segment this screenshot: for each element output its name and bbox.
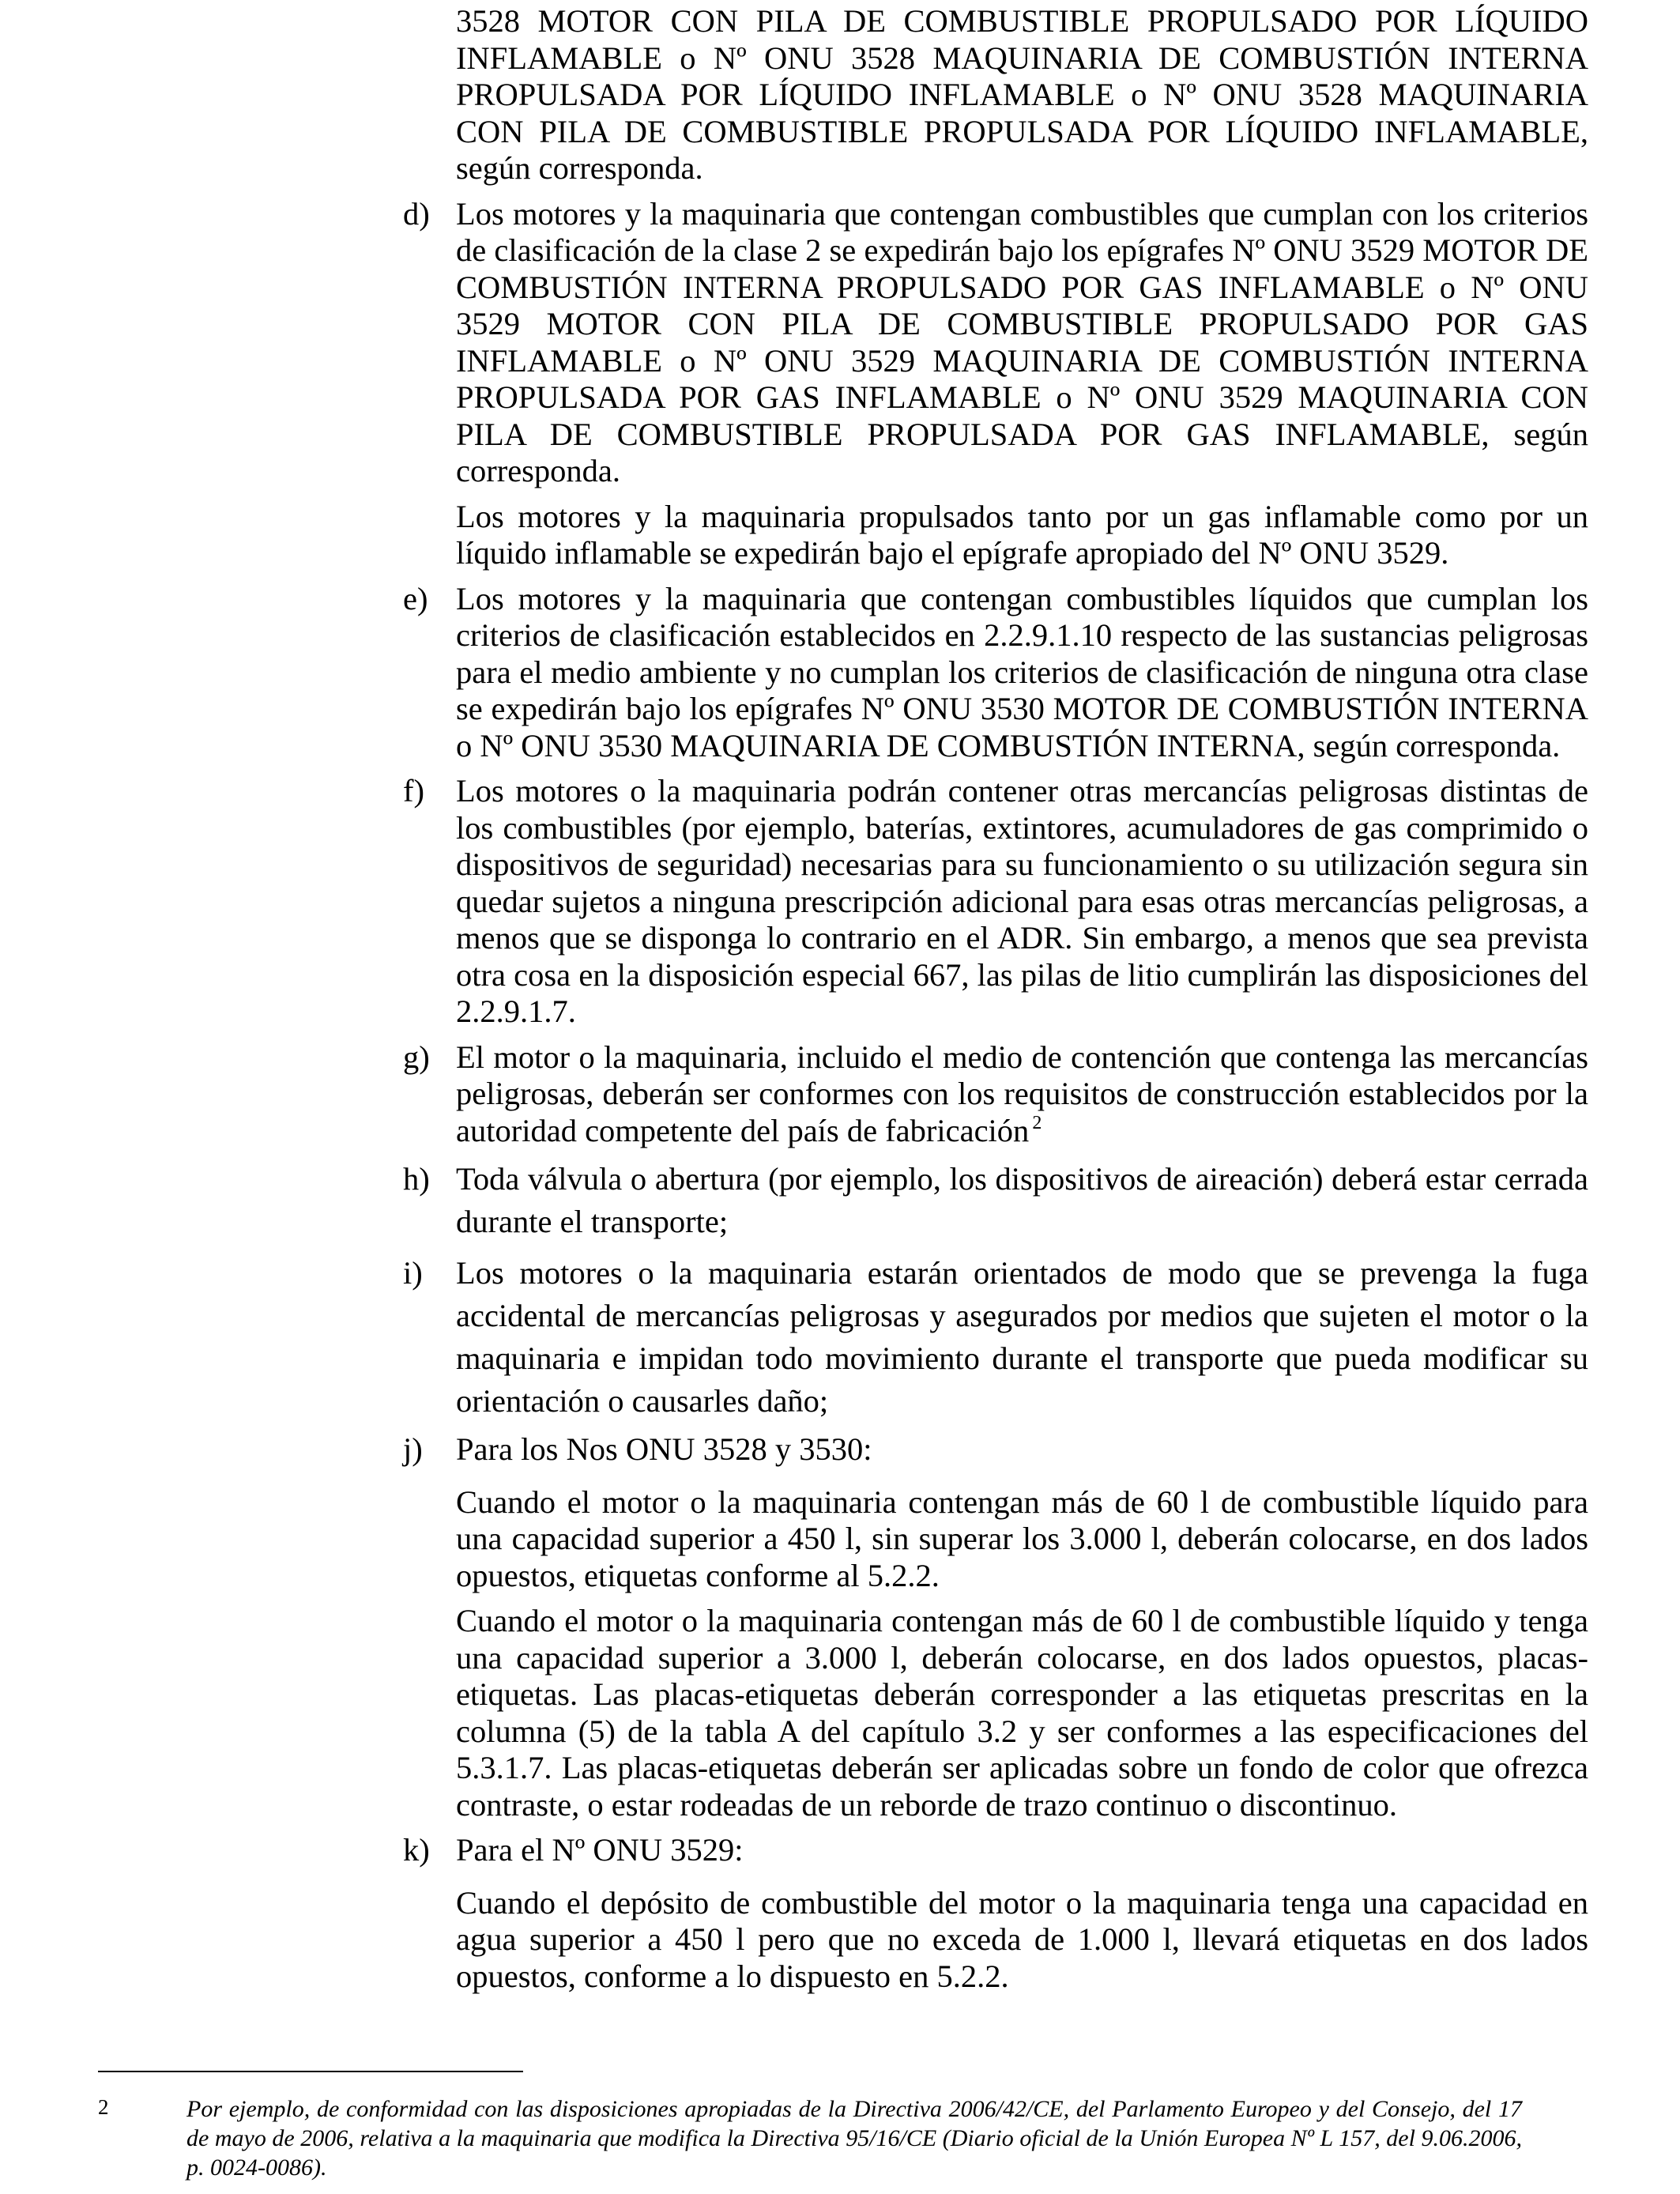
item-j-continuation-1-text: Cuando el motor o la maquinaria contengan más de 60 l de combustible líquido para una capacidad superior a 450 l, sin superar los 3.000 l, deberán colocarse, en dos lados opuestos, etiquetas conforme al 5.2.2. — [456, 1483, 1588, 1593]
item-d-continuation — [403, 499, 1588, 572]
item-f-label: f) — [403, 773, 424, 809]
item-j-continuation-1 — [403, 1484, 1588, 1595]
item-e — [403, 581, 1588, 765]
item-j — [403, 1431, 1588, 1468]
intro-continuation-text: 3528 MOTOR CON PILA DE COMBUSTIBLE PROPULSADO POR LÍQUIDO INFLAMABLE o Nº ONU 3528 MAQUINARIA DE COMBUSTIÓN INTERNA PROPULSADA POR LÍQUIDO INFLAMABLE o Nº ONU 3528 MAQUINARIA CON PILA DE COMBUSTIBLE PROPULSADA POR LÍQUIDO INFLAMABLE, según corresponda. — [456, 3, 1588, 186]
item-i-label: i) — [403, 1255, 423, 1291]
item-h-label: h) — [403, 1161, 430, 1197]
item-i — [403, 1252, 1588, 1423]
item-h — [403, 1158, 1588, 1243]
item-d-text: Los motores y la maquinaria que contengan combustibles que cumplan con los criterios de clasificación de la clase 2 se expedirán bajo los epígrafes Nº ONU 3529 MOTOR DE COMBUSTIÓN INTERNA PROPULSADO POR GAS INFLAMABLE o Nº ONU 3529 MOTOR CON PILA DE COMBUSTIBLE PROPULSADO POR GAS INFLAMABLE o Nº ONU 3529 MAQUINARIA DE COMBUSTIÓN INTERNA PROPULSADA POR GAS INFLAMABLE o Nº ONU 3529 MAQUINARIA CON PILA DE COMBUSTIBLE PROPULSADA POR GAS INFLAMABLE, según corresponda. — [456, 195, 1588, 488]
intro-continuation — [403, 3, 1588, 187]
item-j-text: Para los Nos ONU 3528 y 3530: — [456, 1431, 872, 1467]
item-j-continuation-2 — [403, 1603, 1588, 1823]
item-g-label: g) — [403, 1039, 430, 1075]
main-text — [403, 3, 1588, 2004]
item-k-continuation-1 — [403, 1885, 1588, 1996]
item-k-continuation-1-text: Cuando el depósito de combustible del motor o la maquinaria tenga una capacidad en agua superior a 450 l pero que no exceda de 1.000 l, llevará etiquetas en dos lados opuestos, conforme a lo dispuesto en 5.2.2. — [456, 1884, 1588, 1994]
item-f-text: Los motores o la maquinaria podrán contener otras mercancías peligrosas distintas de los combustibles (por ejemplo, baterías, extintores, acumuladores de gas comprimido o dispositivos de seguridad) necesarias para su funcionamiento o su utilización segura sin quedar sujetos a ninguna prescripción adicional para esas otras mercancías peligrosas, a menos que se disponga lo contrario en el ADR. Sin embargo, a menos que sea prevista otra cosa en la disposición especial 667, las pilas de litio cumplirán las disposiciones del 2.2.9.1.7. — [456, 773, 1588, 1029]
item-d-label: d) — [403, 195, 430, 232]
item-e-label: e) — [403, 580, 428, 616]
item-i-text: Los motores o la maquinaria estarán orientados de modo que se prevenga la fuga accidental de mercancías peligrosas y asegurados por medios que sujeten el motor o la maquinaria e impidan todo movimiento durante el transporte que pueda modificar su orientación o causarles daño; — [456, 1255, 1588, 1419]
item-g-text: El motor o la maquinaria, incluido el medio de contención que contenga las mercancías peligrosas, deberán ser conformes con los requisitos de construcción establecidos por la autoridad competente del país de fabricación — [456, 1039, 1588, 1148]
item-e-text: Los motores y la maquinaria que contengan combustibles líquidos que cumplan los criterios de clasificación establecidos en 2.2.9.1.10 respecto de las sustancias peligrosas para el medio ambiente y no cumplan los criterios de clasificación de ninguna otra clase se expedirán bajo los epígrafes Nº ONU 3530 MOTOR DE COMBUSTIÓN INTERNA o Nº ONU 3530 MAQUINARIA DE COMBUSTIÓN INTERNA, según corresponda. — [456, 580, 1588, 763]
footnote-text: Por ejemplo, de conformidad con las disposiciones apropiadas de la Directiva 2006/42/CE, del Parlamento Europeo y del Consejo, del 17 de mayo de 2006, relativa a la maquinaria que modifica la Directiva 95/16/CE (Diario oficial de la Unión Europea Nº L 157, del 9.06.2006, p. 0024-0086). — [186, 2096, 1522, 2181]
footnote-reference[interactable]: 2 — [1032, 1112, 1042, 1133]
item-d-continuation-text: Los motores y la maquinaria propulsados tanto por un gas inflamable como por un líquido inflamable se expedirán bajo el epígrafe apropiado del Nº ONU 3529. — [456, 498, 1588, 571]
item-k — [403, 1832, 1588, 1869]
item-k-text: Para el Nº ONU 3529: — [456, 1832, 744, 1868]
footnote-separator — [98, 2071, 523, 2072]
item-f — [403, 773, 1588, 1031]
item-h-text: Toda válvula o abertura (por ejemplo, los dispositivos de aireación) deberá estar cerrada durante el transporte; — [456, 1161, 1588, 1239]
item-j-continuation-2-text: Cuando el motor o la maquinaria contengan más de 60 l de combustible líquido y tenga una capacidad superior a 3.000 l, deberán colocarse, en dos lados opuestos, placas-etiquetas. Las placas-etiquetas deberán corresponder a las etiquetas prescritas en la columna (5) de la tabla A del capítulo 3.2 y ser conformes a las especificaciones del 5.3.1.7. Las placas-etiquetas deberán ser aplicadas sobre un fondo de color que ofrezca contraste, o estar rodeadas de un reborde de trazo continuo o discontinuo. — [456, 1603, 1588, 1823]
item-g — [403, 1039, 1588, 1150]
footnote-number: 2 — [98, 2095, 109, 2119]
item-j-label: j) — [403, 1431, 423, 1467]
item-k-label: k) — [403, 1832, 430, 1868]
item-d — [403, 196, 1588, 490]
